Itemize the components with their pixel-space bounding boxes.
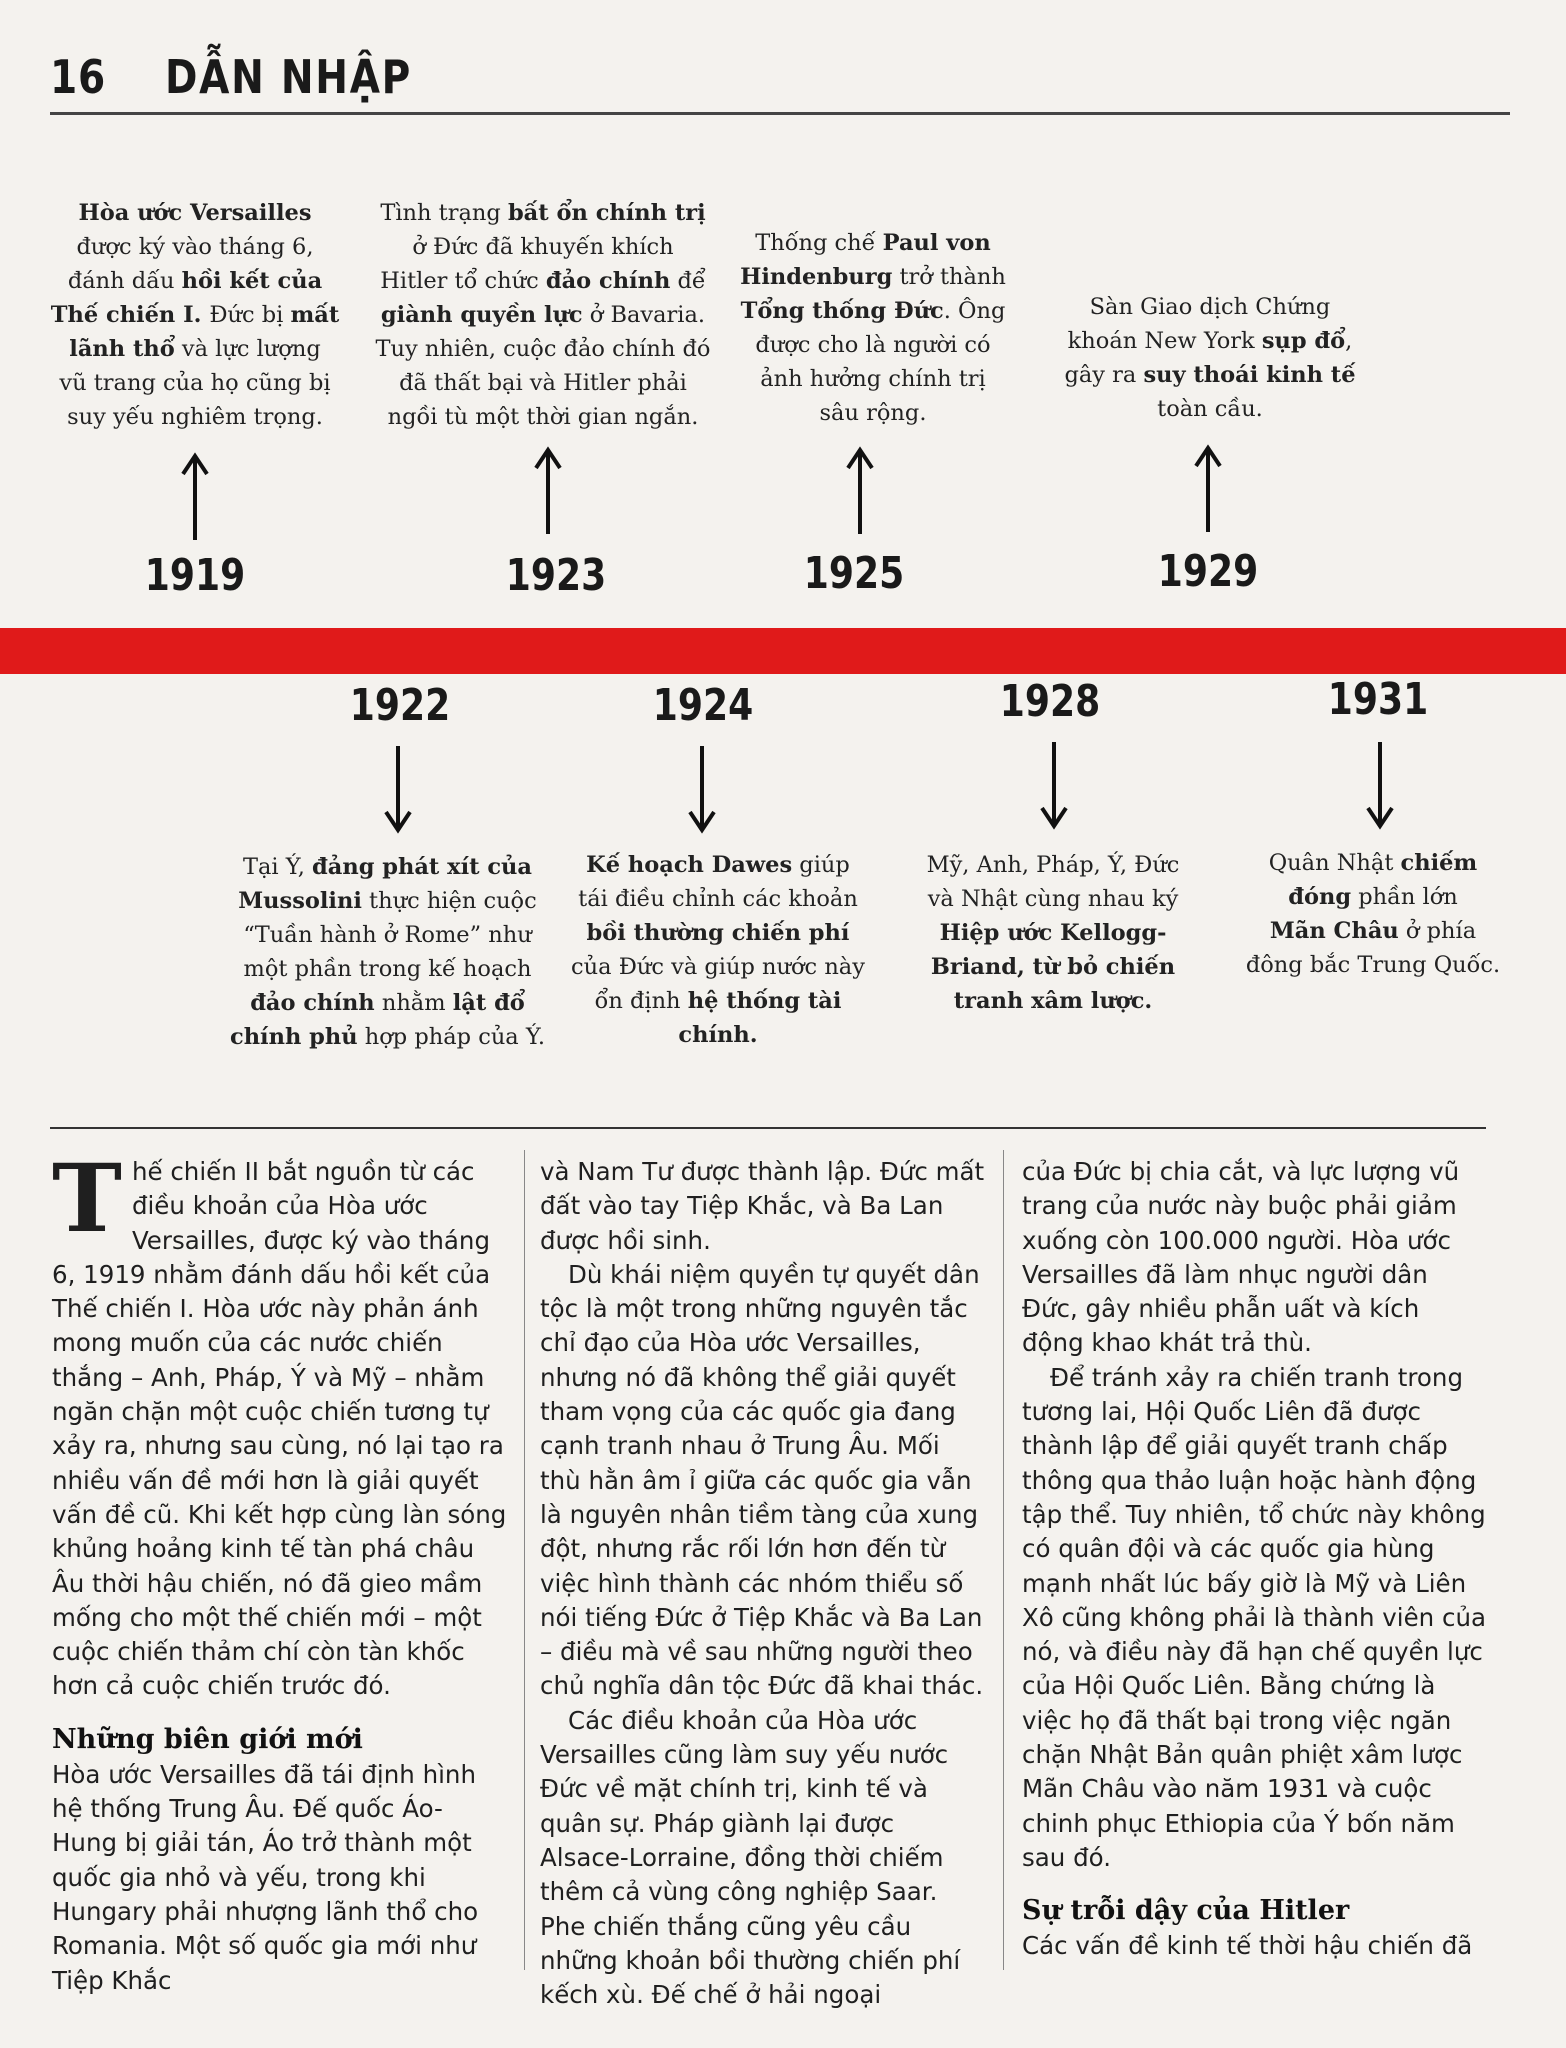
- caption-text: ổn định: [594, 988, 688, 1014]
- caption-text: ở Đức đã khuyến khích: [412, 234, 674, 260]
- caption-text: ngồi tù một thời gian ngắn.: [387, 404, 699, 430]
- caption-text: Mỹ, Anh, Pháp, Ý, Đức: [926, 852, 1180, 878]
- caption-text: của Đức và giúp nước này: [571, 954, 865, 980]
- year-label: 1924: [652, 680, 754, 731]
- caption-line: [40, 264, 350, 298]
- emphasis-text: đảo chính: [250, 990, 375, 1016]
- column-divider: [1003, 1150, 1004, 1970]
- emphasis-text: đóng: [1288, 884, 1352, 910]
- caption-line: [210, 952, 565, 986]
- header-rule: [50, 112, 1510, 115]
- caption-text: đánh dấu: [67, 268, 182, 294]
- event-1922: [210, 850, 565, 1054]
- paragraph: Các vấn đề kinh tế thời hậu chiến đã: [1022, 1931, 1473, 1961]
- drop-cap: T: [52, 1144, 122, 1254]
- column-divider: [524, 1150, 525, 1970]
- caption-line: [210, 850, 565, 884]
- emphasis-text: Thế chiến I.: [50, 302, 210, 328]
- year-label: 1922: [349, 680, 451, 731]
- emphasis-text: sụp đổ: [1261, 328, 1346, 354]
- caption-line: [560, 848, 876, 882]
- emphasis-text: Paul von: [882, 230, 991, 256]
- emphasis-text: bồi thường chiến phí: [586, 920, 850, 946]
- paragraph: [52, 1144, 507, 1704]
- caption-line: [210, 884, 565, 918]
- caption-line: [560, 984, 876, 1052]
- caption-line: [728, 226, 1018, 260]
- emphasis-text: Mussolini: [238, 888, 362, 914]
- caption-text: phần lớn: [1351, 884, 1458, 910]
- caption-line: [368, 332, 718, 366]
- caption-line: [1050, 392, 1370, 426]
- year-label: 1929: [1157, 546, 1259, 597]
- caption-text: nhằm: [374, 990, 453, 1016]
- caption-text: ở Bavaria.: [582, 302, 706, 328]
- year-label: 1925: [803, 548, 905, 599]
- caption-line: [728, 362, 1018, 396]
- caption-line: [1218, 948, 1528, 982]
- subheading: Sự trỗi dậy của Hitler: [1022, 1895, 1350, 1927]
- year-label: 1923: [505, 550, 607, 601]
- caption-text: toàn cầu.: [1157, 396, 1263, 422]
- caption-line: [368, 264, 718, 298]
- caption-text: Tình trạng: [380, 200, 508, 226]
- article-column-3: [1022, 1155, 1488, 1964]
- arrow-up-icon: [533, 446, 563, 536]
- caption-text: Quân Nhật: [1268, 850, 1401, 876]
- caption-text: Đức bị: [209, 302, 291, 328]
- arrow-down-icon: [383, 744, 413, 834]
- caption-line: [368, 400, 718, 434]
- emphasis-text: Hòa ước Versailles: [78, 200, 312, 226]
- caption-line: [903, 916, 1203, 950]
- intro-text: hế chiến II bắt nguồn từ các điều khoản của Hòa ước Versailles, được ký vào tháng 6, 1919 nhằm đánh dấu hồi kết của Thế chiến I. Hòa ước này phản ánh mong muốn của các nước chiến thắng – Anh, Pháp, Ý và Mỹ – nhằm ngăn chặn một cuộc chiến tương tự xảy ra, nhưng sau cùng, nó lại tạo ra nhiều vấn đề mới hơn là giải quyết vấn đề cũ. Khi kết hợp cùng làn sóng khủng hoảng kinh tế tàn phá châu Âu thời hậu chiến, nó đã gieo mầm mống cho một thế chiến mới – một cuộc chiến thảm chí còn tàn khốc hơn cả cuộc chiến trước đó.: [52, 1157, 507, 1701]
- emphasis-text: Briand, từ bỏ chiến: [930, 954, 1176, 980]
- caption-line: [210, 918, 565, 952]
- emphasis-text: chính phủ: [230, 1024, 358, 1050]
- event-1931: [1218, 846, 1528, 982]
- paragraph: Dù khái niệm quyền tự quyết dân tộc là một trong những nguyên tắc chỉ đạo của Hòa ước Versailles, nhưng nó đã không thể giải quyết tham vọng của các quốc gia đang cạnh tranh nhau ở Trung Âu. Mối thù hằn âm ỉ giữa các quốc gia vẫn là nguyên nhân tiềm tàng của xung đột, nhưng rắc rối lớn hơn đến từ việc hình thành các nhóm thiểu số nói tiếng Đức ở Tiệp Khắc và Ba Lan – điều mà về sau những người theo chủ nghĩa dân tộc Đức đã khai thác.: [540, 1259, 984, 1701]
- caption-line: [40, 230, 350, 264]
- caption-line: [903, 882, 1203, 916]
- caption-text: được ký vào tháng 6,: [76, 234, 314, 260]
- arrow-down-icon: [1365, 740, 1395, 830]
- caption-text: Sàn Giao dịch Chứng: [1089, 294, 1331, 320]
- caption-line: [368, 298, 718, 332]
- caption-line: [1218, 880, 1528, 914]
- paragraph: Để tránh xảy ra chiến tranh trong tương lai, Hội Quốc Liên đã được thành lập để giải quyết tranh chấp thông qua thảo luận hoặc hành động tập thể. Tuy nhiên, tổ chức này không có quân đội và các quốc gia hùng mạnh nhất lúc bấy giờ là Mỹ và Liên Xô cũng không phải là thành viên của nó, và điều này đã hạn chế quyền lực của Hội Quốc Liên. Bằng chứng là việc họ đã thất bại trong việc ngăn chặn Nhật Bản quân phiệt xâm lược Mãn Châu vào năm 1931 và cuộc chinh phục Ethiopia của Ý bốn năm sau đó.: [1022, 1362, 1486, 1872]
- emphasis-text: tranh xâm lược.: [953, 988, 1153, 1014]
- caption-text: đông bắc Trung Quốc.: [1245, 952, 1501, 978]
- emphasis-text: đảng phát xít của: [312, 854, 532, 880]
- emphasis-text: chiếm: [1400, 850, 1478, 876]
- caption-line: [728, 328, 1018, 362]
- caption-line: [560, 916, 876, 950]
- section-divider: [50, 1127, 1486, 1129]
- paragraph: của Đức bị chia cắt, và lực lượng vũ trang của nước này buộc phải giảm xuống còn 100.000 người. Hòa ước Versailles đã làm nhục người dân Đức, gây nhiều phẫn uất và kích động khao khát trả thù.: [1022, 1157, 1460, 1358]
- event-1919: [40, 196, 350, 434]
- arrow-up-icon: [180, 452, 210, 542]
- caption-text: giúp: [792, 852, 850, 878]
- event-1929: [1050, 290, 1370, 426]
- caption-line: [728, 294, 1018, 328]
- caption-text: ảnh hưởng chính trị: [760, 366, 986, 392]
- caption-text: trở thành: [892, 264, 1006, 290]
- caption-line: [40, 298, 350, 332]
- year-label: 1928: [999, 676, 1101, 727]
- emphasis-text: giành quyền lực: [380, 302, 583, 328]
- caption-line: [368, 366, 718, 400]
- caption-line: [903, 984, 1203, 1018]
- emphasis-text: hệ thống tài chính.: [678, 988, 842, 1048]
- caption-text: ,: [1345, 328, 1353, 354]
- emphasis-text: bất ổn chính trị: [507, 200, 706, 226]
- caption-text: suy yếu nghiêm trọng.: [67, 404, 323, 430]
- arrow-up-icon: [845, 446, 875, 536]
- caption-text: thực hiện cuộc: [361, 888, 537, 914]
- caption-text: . Ông: [943, 298, 1006, 324]
- caption-line: [40, 332, 350, 366]
- caption-text: đã thất bại và Hitler phải: [399, 370, 687, 396]
- caption-line: [560, 950, 876, 984]
- page-number: 16: [50, 50, 107, 104]
- caption-line: [728, 396, 1018, 430]
- caption-line: [1218, 846, 1528, 880]
- article-column-2: [540, 1155, 988, 2012]
- caption-line: [368, 196, 718, 230]
- caption-line: [903, 848, 1203, 882]
- caption-text: khoán New York: [1067, 328, 1262, 354]
- page-header: [50, 50, 1510, 110]
- caption-text: một phần trong kế hoạch: [243, 956, 532, 982]
- caption-line: [1050, 290, 1370, 324]
- caption-text: “Tuần hành ở Rome” như: [243, 922, 532, 948]
- emphasis-text: Hindenburg: [740, 264, 893, 290]
- caption-line: [40, 196, 350, 230]
- caption-line: [368, 230, 718, 264]
- caption-text: Tuy nhiên, cuộc đảo chính đó: [375, 336, 711, 362]
- caption-line: [40, 400, 350, 434]
- caption-line: [210, 986, 565, 1020]
- caption-text: được cho là người có: [755, 332, 991, 358]
- caption-text: để: [670, 268, 706, 294]
- event-1924: [560, 848, 876, 1052]
- caption-line: [728, 260, 1018, 294]
- caption-line: [1218, 914, 1528, 948]
- caption-line: [560, 882, 876, 916]
- caption-text: và lực lượng: [174, 336, 321, 362]
- emphasis-text: Hiệp ước Kellogg-: [939, 920, 1167, 946]
- year-label: 1919: [144, 550, 246, 601]
- event-1923: [368, 196, 718, 434]
- caption-text: hợp pháp của Ý.: [357, 1024, 545, 1050]
- event-1925: [728, 226, 1018, 430]
- paragraph: và Nam Tư được thành lập. Đức mất đất vào tay Tiệp Khắc, và Ba Lan được hồi sinh.: [540, 1157, 985, 1255]
- caption-line: [1050, 358, 1370, 392]
- event-1928: [903, 848, 1203, 1018]
- caption-line: [1050, 324, 1370, 358]
- caption-line: [903, 950, 1203, 984]
- timeline-bar: [0, 628, 1566, 674]
- caption-text: và Nhật cùng nhau ký: [927, 886, 1179, 912]
- emphasis-text: hồi kết của: [181, 268, 323, 294]
- caption-text: Tại Ý,: [243, 854, 313, 880]
- emphasis-text: Kế hoạch Dawes: [586, 852, 793, 878]
- caption-text: Thống chế: [755, 230, 883, 256]
- emphasis-text: mất: [290, 302, 340, 328]
- caption-text: tái điều chỉnh các khoản: [578, 886, 858, 912]
- arrow-up-icon: [1193, 444, 1223, 534]
- year-label: 1931: [1327, 674, 1429, 725]
- caption-text: vũ trang của họ cũng bị: [59, 370, 331, 396]
- caption-text: gây ra: [1064, 362, 1144, 388]
- section-title: DẪN NHẬP: [165, 50, 413, 104]
- paragraph: Hòa ước Versailles đã tái định hình hệ thống Trung Âu. Đế quốc Áo-Hung bị giải tán, Áo trở thành một quốc gia nhỏ và yếu, trong khi Hungary phải nhượng lãnh thổ cho Romania. Một số quốc gia mới như Tiệp Khắc: [52, 1759, 479, 1995]
- arrow-down-icon: [1039, 740, 1069, 830]
- article-column-1: [52, 1144, 507, 1998]
- caption-text: ở phía: [1398, 918, 1477, 944]
- emphasis-text: Tổng thống Đức: [740, 298, 944, 324]
- caption-line: [210, 1020, 565, 1054]
- emphasis-text: Mãn Châu: [1269, 918, 1399, 944]
- emphasis-text: đảo chính: [545, 268, 671, 294]
- subheading: Những biên giới mới: [52, 1723, 363, 1755]
- arrow-down-icon: [687, 744, 717, 834]
- caption-text: sâu rộng.: [819, 400, 927, 426]
- caption-line: [40, 366, 350, 400]
- emphasis-text: suy thoái kinh tế: [1143, 362, 1356, 388]
- paragraph: Các điều khoản của Hòa ước Versailles cũng làm suy yếu nước Đức về mặt chính trị, kinh tế và quân sự. Pháp giành lại được Alsace-Lorraine, đồng thời chiếm thêm cả vùng công nghiệp Saar. Phe chiến thắng cũng yêu cầu những khoản bồi thường chiến phí kếch xù. Đế chế ở hải ngoại: [540, 1705, 961, 2010]
- emphasis-text: lãnh thổ: [69, 336, 175, 362]
- emphasis-text: lật đổ: [452, 990, 525, 1016]
- caption-text: Hitler tổ chức: [380, 268, 546, 294]
